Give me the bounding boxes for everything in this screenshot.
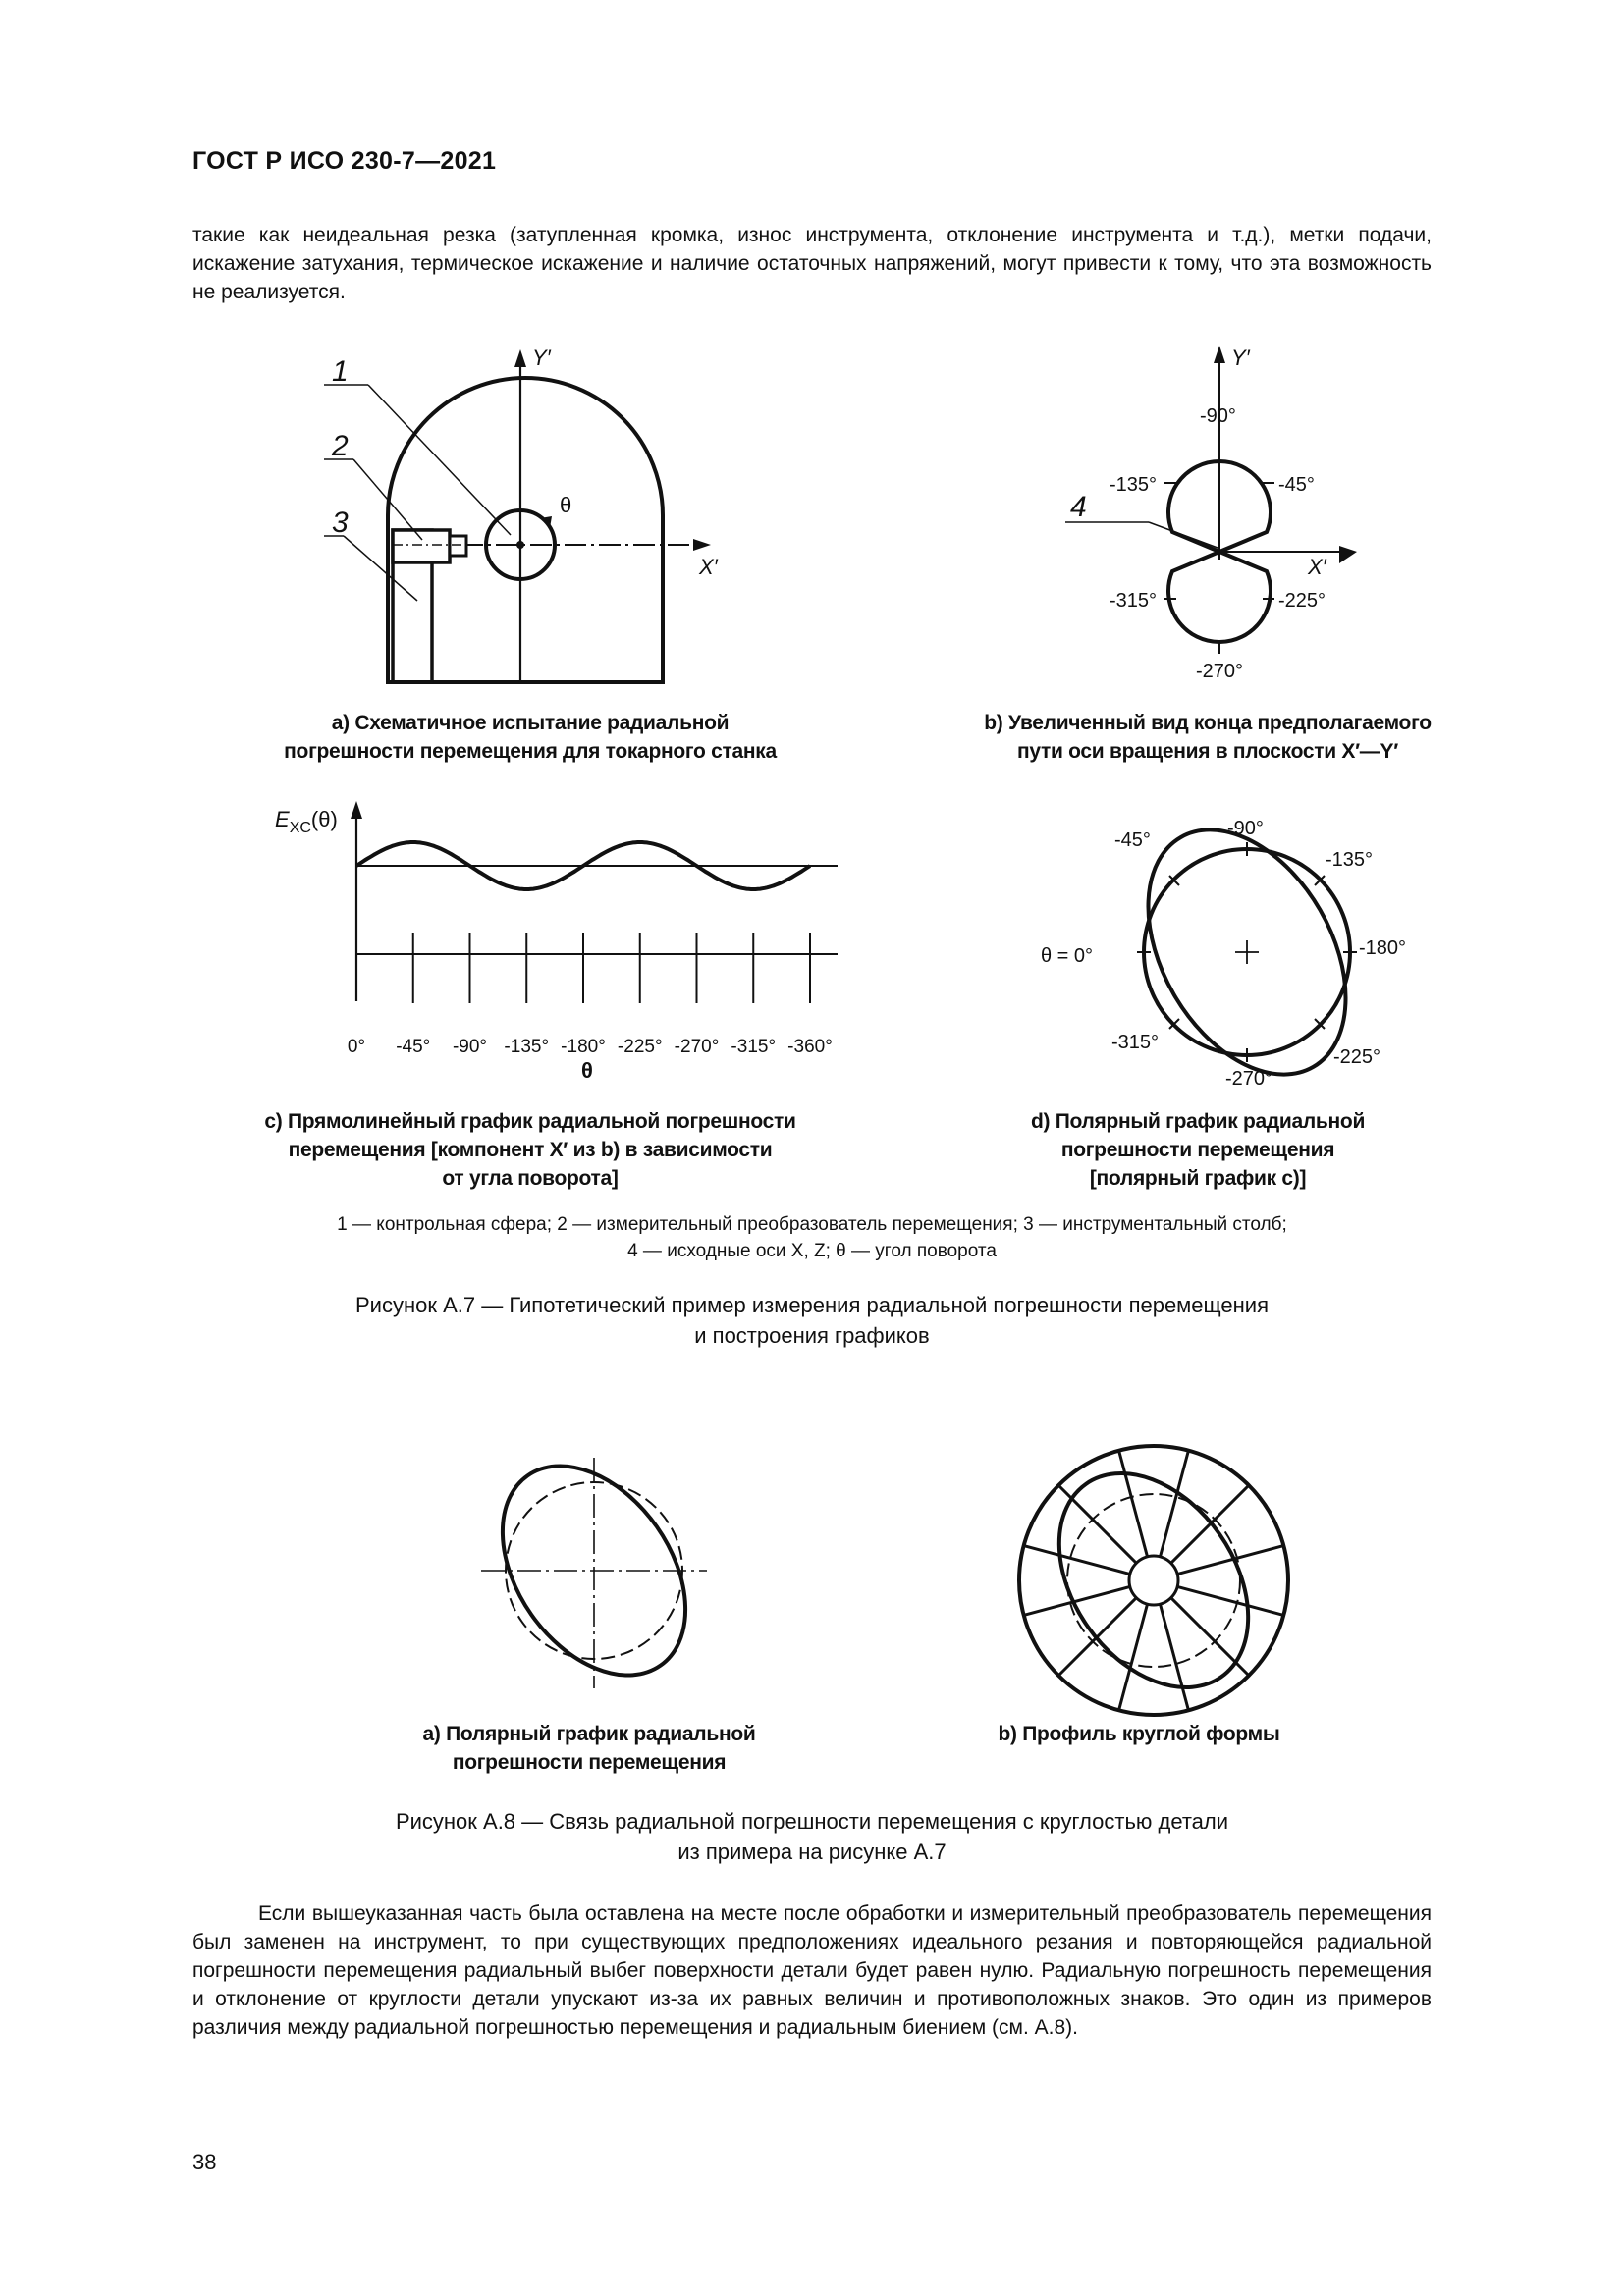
y-axis-arrow xyxy=(514,349,526,367)
figure-a7-c-chart xyxy=(265,795,864,1090)
paragraph-bottom: Если вышеуказанная часть была оставлена на месте после обработки и измерительный преобразователь перемещения был заменен на инструмент, то при существующих предположениях идеального резания и повторяющейся радиальной погрешности перемещения радиальный выбег поверхности детали будет равен нулю. Радиальную погрешность перемещения и отклонение от круглости детали упускают из-за их равных величин и противоположных знаков. Это один из примеров различия между радиальной погрешностью перемещения и радиальным биением (см. А.8). xyxy=(192,1902,1432,2039)
angle-label: -270° xyxy=(1196,661,1244,682)
spoke-line xyxy=(1171,1598,1249,1676)
figure-a7-b xyxy=(1051,344,1365,697)
label-1: 1 xyxy=(332,355,349,388)
theta-zero-label: θ = 0° xyxy=(1041,945,1094,967)
angle-label: -180° xyxy=(1359,937,1407,959)
chart-y-axis-arrow xyxy=(351,801,362,819)
chart-x-tick-label: -180° xyxy=(561,1037,606,1057)
figure-a8-a xyxy=(471,1453,717,1698)
chart-x-tick-label: -90° xyxy=(452,1037,488,1057)
document-header: ГОСТ Р ИСО 230-7—2021 xyxy=(192,147,497,175)
label-2: 2 xyxy=(332,430,349,462)
figure-a8-title: Рисунок А.8 — Связь радиальной погрешности перемещения с круглостью детали из примера на рисунке А.7 xyxy=(395,1809,1229,1864)
label-4: 4 xyxy=(1070,491,1087,523)
spoke-line xyxy=(1119,1604,1148,1710)
spoke-line xyxy=(1058,1485,1136,1563)
angle-label: -135° xyxy=(1326,849,1374,871)
angle-label: -45° xyxy=(1278,474,1315,496)
caption-a7-a: а) Схематичное испытание радиальной погрешности перемещения для токарного станка xyxy=(284,712,777,763)
angle-label: -225° xyxy=(1333,1046,1381,1068)
axis-y-label: Y′ xyxy=(532,346,551,370)
chart-x-label: θ xyxy=(581,1058,593,1083)
caption-a8-b: b) Профиль круглой формы xyxy=(998,1723,1280,1745)
chart-x-tick-label: -45° xyxy=(396,1037,431,1057)
spoke-line xyxy=(1024,1546,1130,1575)
paragraph-top: такие как неидеальная резка (затупленная кромка, износ инструмента, отклонение инструмента и т.д.), метки подачи, искажение затухания, термическое искажение и наличие остаточных напряжений, могут привести к тому, что эта возможность не реализуется. xyxy=(192,224,1432,303)
spoke-line xyxy=(1160,1604,1188,1710)
figure-a7-a xyxy=(314,344,736,697)
angle-label: -315° xyxy=(1111,1032,1160,1053)
figure-a7-title: Рисунок А.7 — Гипотетический пример измерения радиальной погрешности перемещения и построения графиков xyxy=(355,1293,1269,1348)
angle-label: -225° xyxy=(1278,590,1326,612)
caption-a8-a: а) Полярный график радиальной погрешности перемещения xyxy=(422,1723,756,1774)
sphere-center xyxy=(516,541,524,549)
angle-label: -90° xyxy=(1200,405,1236,427)
angle-label: -90° xyxy=(1227,818,1264,839)
theta-label: θ xyxy=(560,493,572,517)
chart-x-tick-label: 0° xyxy=(347,1037,366,1057)
axis-x-label: X′ xyxy=(699,555,718,579)
axis-y-label: Y′ xyxy=(1231,346,1250,370)
figure-a7-legend: 1 — контрольная сфера; 2 — измерительный преобразователь перемещения; 3 — инструментальный столб; 4 — исходные оси X, Z; θ — угол поворота xyxy=(337,1214,1287,1261)
spoke-line xyxy=(1119,1451,1148,1557)
axis-x-label: X′ xyxy=(1308,555,1326,579)
caption-a7-c: с) Прямолинейный график радиальной погрешности перемещения [компонент X′ из b) в зависимости от угла поворота] xyxy=(264,1110,796,1190)
x-axis-arrow xyxy=(693,539,711,551)
figure-a7-d xyxy=(1031,805,1443,1099)
angle-label: -270° xyxy=(1225,1068,1273,1090)
displacement-transducer xyxy=(393,530,450,562)
chart-x-tick-label: -270° xyxy=(674,1037,720,1057)
chart-x-tick-label: -225° xyxy=(617,1037,663,1057)
chart-x-tick-label: -135° xyxy=(504,1037,550,1057)
angle-label: -315° xyxy=(1110,590,1158,612)
figure-a8-b xyxy=(1011,1438,1296,1723)
page-number: 38 xyxy=(192,2150,217,2174)
caption-a7-d: d) Полярный график радиальной погрешности перемещения [полярный график с)] xyxy=(1030,1110,1366,1190)
spoke-line xyxy=(1177,1586,1283,1615)
chart-x-tick-label: -315° xyxy=(731,1037,777,1057)
hub-circle xyxy=(1129,1556,1178,1605)
angle-label: -45° xyxy=(1114,829,1151,851)
label-3: 3 xyxy=(332,507,349,539)
spoke-line xyxy=(1160,1451,1188,1557)
chart-y-label: $E_{XC}(\theta)$ xyxy=(275,807,338,836)
angle-label: -135° xyxy=(1110,474,1158,496)
chart-x-tick-label: -360° xyxy=(787,1037,833,1057)
caption-a7-b: b) Увеличенный вид конца предполагаемого пути оси вращения в плоскости X′—Y′ xyxy=(984,712,1432,763)
